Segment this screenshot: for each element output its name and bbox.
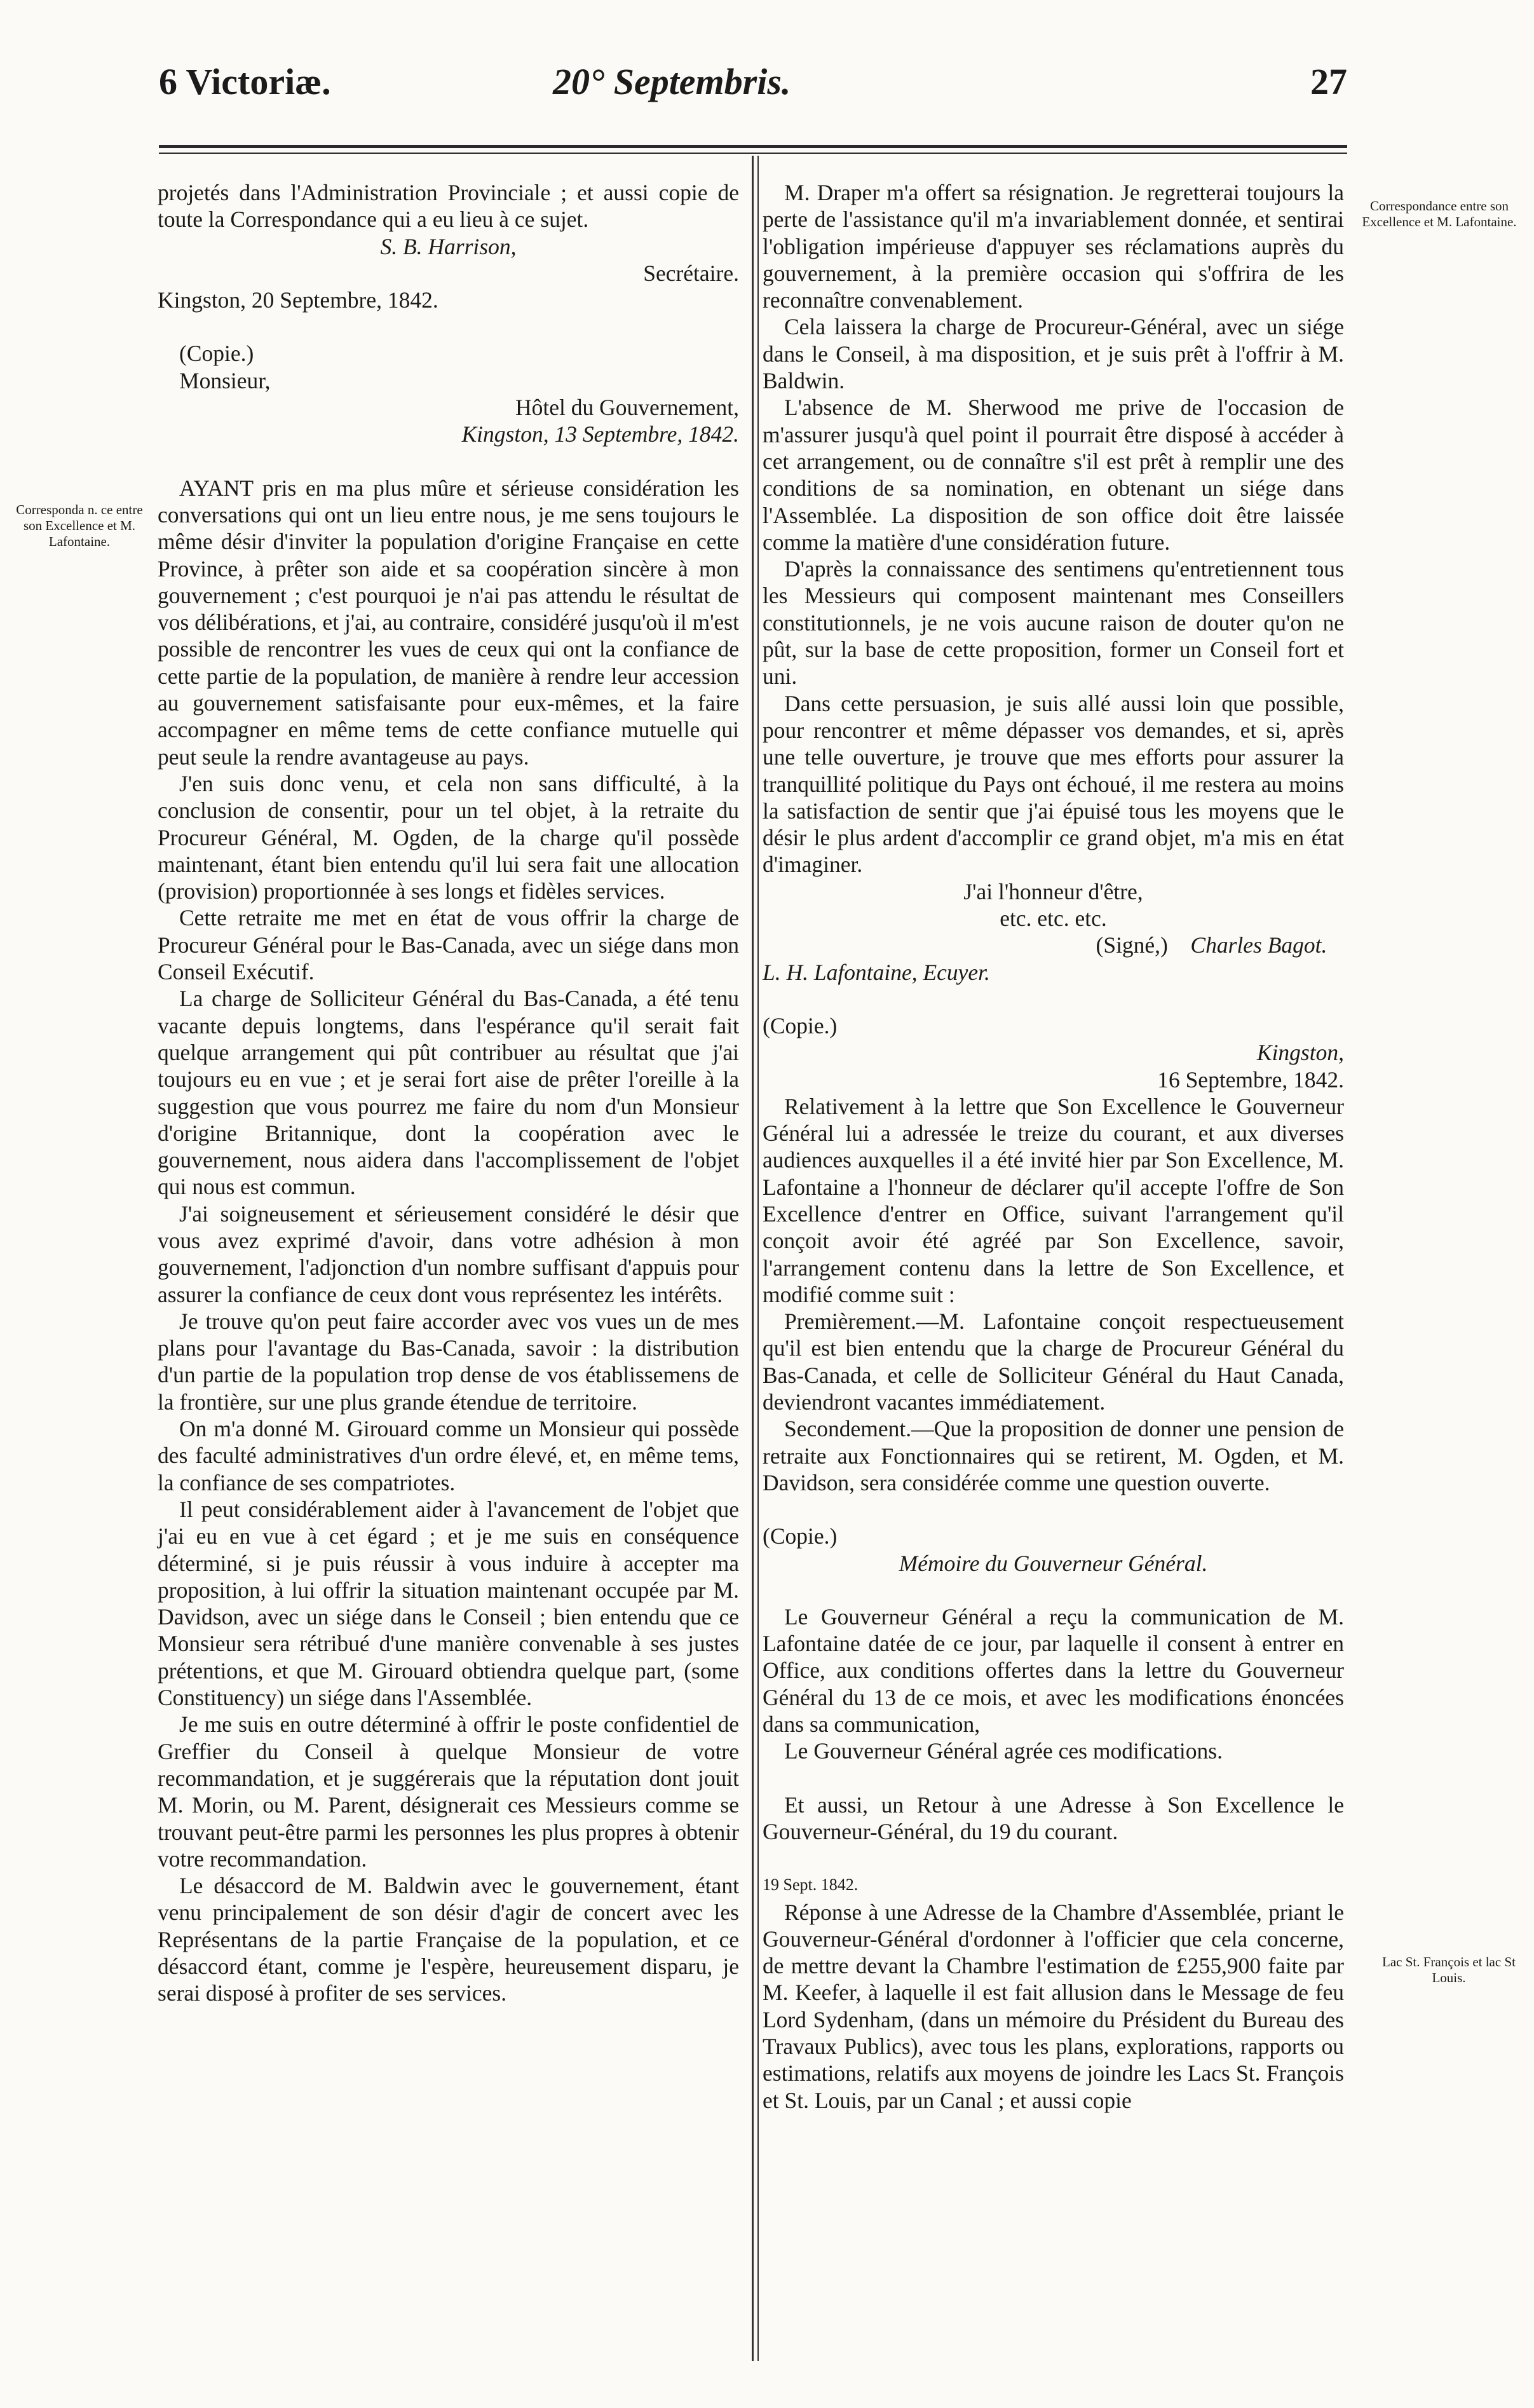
dateline: Kingston, 20 Septembre, 1842. xyxy=(158,287,438,313)
right-column xyxy=(763,179,1344,2114)
paragraph: Cela laissera la charge de Procureur-Général, avec un siége dans le Conseil, à ma disposition, et je suis prêt à l'offrir à M. Baldwin. xyxy=(763,314,1344,394)
spacer xyxy=(763,986,1344,1012)
paragraph: J'ai soigneusement et sérieusement considéré le désir que vous avez exprimé d'avoir, dans votre adhésion à mon gouvernement, l'adjonction d'un nombre suffisant d'appuis pour assurer la confiance de ceux dont vous représentez les intérêts. xyxy=(158,1201,739,1307)
paragraph: Il peut considérablement aider à l'avancement de l'objet que j'ai eu en vue à cet égard ; et je me suis en conséquence déterminé, si je puis réussir à vous induire à accepter ma proposition, à lui offrir la situation maintenant occupée par M. Davidson, avec un siége dans le Conseil ; bien entendu que ce Monsieur sera rétribué d'une manière convenable à ses justes prétentions, et que M. Girouard obtiendra quelque part, (some Constituency) un siége dans l'Assemblée. xyxy=(158,1496,739,1711)
sitting-date: 19 Sept. 1842. xyxy=(763,1875,859,1894)
signed-label: (Signé,) xyxy=(1096,932,1168,958)
spacer xyxy=(158,448,739,475)
column-divider-secondary xyxy=(757,156,759,2361)
copy-label: (Copie.) xyxy=(763,1523,838,1549)
page-number: 27 xyxy=(1310,61,1347,102)
paragraph: L'absence de M. Sherwood me prive de l'occasion de m'assurer jusqu'à quel point il pourrait être disposé à accéder à cet arrangement, ou de connaître s'il est prêt à remplir une des conditions de sa nomination, en obtenant un siége dans l'Assemblée. La disposition de son office doit être laissée comme la matière d'une considération future. xyxy=(763,395,1344,555)
spacer xyxy=(158,313,739,340)
paragraph: AYANT pris en ma plus mûre et sérieuse considération les conversations qui ont un lieu entre nous, je me sens toujours le même désir d'inviter la population d'origine Française en cette Province, à prêter son aide et sa coopération sincère à mon gouvernement ; c'est pourquoi je n'ai pas attendu le résultat de vos délibérations, et j'ai, au contraire, considéré jusqu'où il m'est possible de rencontrer les vues de ceux qui ont la confiance de cette partie de la population, de manière à rendre leur accession au gouvernement satisfaisante pour eux-mêmes, et la faire accompagner en même tems de cette confiance mutuelle qui peut seule la rendre avantageuse au pays. xyxy=(158,475,739,770)
spacer xyxy=(763,1577,1344,1603)
signature-title: Secrétaire. xyxy=(643,260,739,286)
paragraph: Je me suis en outre déterminé à offrir le poste confidentiel de Greffier du Conseil à quelque Monsieur de votre recommandation, et je suggérerais que la réputation dont jouit M. Morin, ou M. Parent, désignerait ces Messieurs comme se trouvant peut-être parmi les personnes les plus propres à obtenir votre recommandation. xyxy=(158,1711,739,1872)
paragraph: projetés dans l'Administration Provinciale ; et aussi copie de toute la Correspondance qui a eu lieu à ce sujet. xyxy=(158,180,739,233)
paragraph: Le Gouverneur Général agrée ces modifications. xyxy=(784,1738,1223,1764)
signature-line xyxy=(763,932,1344,958)
salutation: Monsieur, xyxy=(179,367,271,393)
letter-place: Kingston, xyxy=(1256,1040,1344,1066)
regnal-year: 6 Victoriæ. xyxy=(159,61,331,102)
letter-address: Hôtel du Gouvernement, xyxy=(515,395,739,421)
addressee: L. H. Lafontaine, Ecuyer. xyxy=(763,959,990,985)
spacer xyxy=(763,1496,1344,1523)
margin-note-correspondence-right: Correspondance entre son Excellence et M. Lafontaine. xyxy=(1362,198,1517,229)
paragraph: Le Gouverneur Général a reçu la communication de M. Lafontaine datée de ce jour, par laquelle il consent à entrer en Office, aux conditions offertes dans la lettre du Gouverneur Général du 13 de ce mois, et avec les modifications énoncées dans sa communication, xyxy=(763,1603,1344,1738)
header-rule-thick xyxy=(159,145,1347,148)
paragraph: Et aussi, un Retour à une Adresse à Son Excellence le Gouverneur-Général, du 19 du courant. xyxy=(763,1792,1344,1844)
paragraph: D'après la connaissance des sentimens qu'entretiennent tous les Messieurs qui composent maintenant mes Conseillers constitutionnels, je ne vois aucune raison de douter qu'on ne pût, sur la base de cette proposition, former un Conseil fort et uni. xyxy=(763,556,1344,690)
paragraph: La charge de Solliciteur Général du Bas-Canada, a été tenu vacante depuis longtems, dans l'espérance qu'il serait fait quelque arrangement qui pût contribuer au résultat que j'ai toujours eu en vue ; et je serai fort aise de prêter l'oreille à la suggestion que vous pourrez me faire du nom d'un Monsieur d'origine Britannique, dont la coopération avec le gouvernement, nous aidera dans l'accomplissement de l'objet qui nous est commun. xyxy=(158,986,739,1200)
paragraph: J'en suis donc venu, et cela non sans difficulté, à la conclusion de consentir, pour un tel objet, à la retraite du Procureur Général, M. Ogden, de la charge qu'il possède maintenant, étant bien entendu qu'il lui sera fait une allocation (provision) proportionnée à ses longs et fidèles services. xyxy=(158,770,739,904)
closing: J'ai l'honneur d'être, xyxy=(963,878,1143,904)
spacer xyxy=(763,1845,1344,1872)
copy-label: (Copie.) xyxy=(179,341,254,367)
paragraph: Relativement à la lettre que Son Excellence le Gouverneur Général lui a adressée le treize du courant, et aux diverses audiences auxquelles il a été invité hier par Son Excellence, M. Lafontaine a l'honneur de déclarer qu'il accepte l'offre de Son Excellence d'entrer en Office, suivant l'arrangement qu'il conçoit avoir été agréé par Son Excellence, savoir, l'arrangement contenu dans la lettre de Son Excellence, et modifié comme suit : xyxy=(763,1093,1344,1307)
paragraph: Dans cette persuasion, je suis allé aussi loin que possible, pour rencontrer et même dépasser vos demandes, et si, après une telle ouverture, je trouve que mes efforts pour assurer la tranquillité politique du Pays ont échoué, il me restera au moins la satisfaction de sentir que j'ai épuisé tous les moyens que le désir le plus ardent d'accomplir ce grand objet, m'a mis en état d'imaginer. xyxy=(763,690,1344,878)
memo-title: Mémoire du Gouverneur Général. xyxy=(899,1550,1208,1576)
closing-etc: etc. etc. etc. xyxy=(1000,906,1107,932)
signature-name: S. B. Harrison, xyxy=(380,233,517,259)
margin-note-correspondence-left: Corresponda n. ce entre son Excellence et M. Lafontaine. xyxy=(16,502,143,549)
column-divider xyxy=(752,156,754,2361)
paragraph: Je trouve qu'on peut faire accorder avec vos vues un de mes plans pour l'avantage du Bas-Canada, savoir : la distribution d'un partie de la population trop dense de vos établissemens de la frontière, sur une plus grande étendue de territoire. xyxy=(158,1308,739,1415)
margin-note-lakes: Lac St. François et lac St Louis. xyxy=(1382,1954,1516,1985)
session-date: 20° Septembris. xyxy=(553,61,791,102)
paragraph: Réponse à une Adresse de la Chambre d'Assemblée, priant le Gouverneur-Général d'ordonner à l'officier que cela concerne, de mettre devant la Chambre l'estimation de £255,900 faite par M. Keefer, à laquelle il est fait allusion dans le Message de feu Lord Sydenham, (dans un mémoire du Président du Bureau des Travaux Publics), avec tous les plans, explorations, rapports ou estimations, relatifs aux moyens de joindre les Lacs St. François et St. Louis, par un Canal ; et aussi copie xyxy=(763,1899,1344,2113)
letter-date: 16 Septembre, 1842. xyxy=(1157,1066,1344,1092)
copy-label: (Copie.) xyxy=(763,1012,838,1038)
letter-date: Kingston, 13 Septembre, 1842. xyxy=(461,421,739,447)
paragraph: M. Draper m'a offert sa résignation. Je regretterai toujours la perte de l'assistance qu'il m'a invariablement donnée, et sentirai l'obligation impérieuse d'appuyer ses réclamations auprès du gouvernement, à la première occasion qui s'offrira de les reconnaître convenablement. xyxy=(763,180,1344,313)
paragraph: Cette retraite me met en état de vous offrir la charge de Procureur Général pour le Bas-Canada, avec un siége dans mon Conseil Exécutif. xyxy=(158,905,739,985)
left-column xyxy=(158,179,739,2007)
header-rule-thin xyxy=(159,153,1347,154)
paragraph: On m'a donné M. Girouard comme un Monsieur qui possède des faculté administratives d'un ordre élevé, et, en même tems, la confiance de ses compatriotes. xyxy=(158,1416,739,1495)
paragraph: Secondement.—Que la proposition de donner une pension de retraite aux Fonctionnaires qui se retirent, M. Ogden, et M. Davidson, sera considérée comme une question ouverte. xyxy=(763,1416,1344,1495)
paragraph: Premièrement.—M. Lafontaine conçoit respectueusement qu'il est bien entendu que la charge de Procureur Général du Bas-Canada, et celle de Solliciteur Général du Haut Canada, deviendront vacantes immédiatement. xyxy=(763,1309,1344,1415)
signature-name: Charles Bagot. xyxy=(1190,932,1327,958)
page-header xyxy=(159,60,1347,118)
spacer xyxy=(763,1765,1344,1792)
paragraph: Le désaccord de M. Baldwin avec le gouvernement, étant venu principalement de son désir d'agir de concert avec les Représentans de la partie Française de la population, et ce désaccord étant, comme je l'espère, heureusement disparu, je serai disposé à profiter de ses services. xyxy=(158,1873,739,2006)
